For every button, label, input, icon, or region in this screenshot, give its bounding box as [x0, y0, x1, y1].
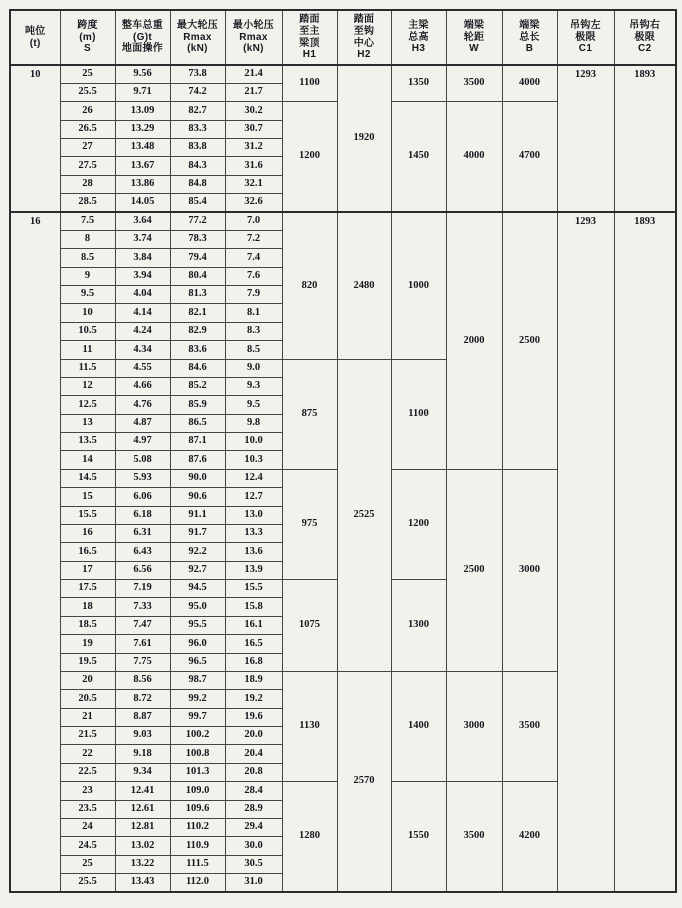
- rmax-cell: 87.1: [170, 433, 225, 451]
- column-header-line: H3: [411, 43, 426, 55]
- h1-group-cell: 1075: [282, 580, 337, 672]
- h1-group-cell: 975: [282, 469, 337, 579]
- span-cell: 13: [60, 414, 115, 432]
- rmax-cell: 85.2: [170, 377, 225, 395]
- column-header-line: (kN): [243, 43, 264, 55]
- span-cell: 23: [60, 782, 115, 800]
- rmax-cell: 110.9: [170, 837, 225, 855]
- b-group-cell: 4200: [502, 782, 557, 892]
- rmin-cell: 10.3: [225, 451, 282, 469]
- span-cell: 21.5: [60, 727, 115, 745]
- h2-group-cell: 2570: [337, 671, 391, 892]
- h3-group-cell: 1100: [391, 359, 446, 469]
- rmin-cell: 16.5: [225, 635, 282, 653]
- span-cell: 22.5: [60, 763, 115, 781]
- column-header-line: 主梁: [408, 19, 429, 31]
- rmin-cell: 20.4: [225, 745, 282, 763]
- column-header-line: 端梁: [519, 19, 540, 31]
- rmax-cell: 91.7: [170, 524, 225, 542]
- column-header-line: Rmax: [239, 31, 268, 43]
- rmax-cell: 82.1: [170, 304, 225, 322]
- weight-cell: 4.87: [115, 414, 170, 432]
- span-cell: 7.5: [60, 212, 115, 230]
- weight-cell: 3.74: [115, 230, 170, 248]
- rmax-cell: 112.0: [170, 874, 225, 892]
- rmax-cell: 84.6: [170, 359, 225, 377]
- rmax-cell: 94.5: [170, 580, 225, 598]
- column-header-line: 吨位: [24, 25, 46, 37]
- column-header-line: C2: [638, 43, 652, 55]
- rmax-cell: 98.7: [170, 671, 225, 689]
- rmin-cell: 30.7: [225, 120, 282, 138]
- span-cell: 28.5: [60, 194, 115, 212]
- weight-cell: 13.02: [115, 837, 170, 855]
- weight-cell: 8.72: [115, 690, 170, 708]
- weight-cell: 7.19: [115, 580, 170, 598]
- rmin-cell: 30.2: [225, 102, 282, 120]
- rmin-cell: 30.5: [225, 855, 282, 873]
- b-group-cell: 4000: [502, 65, 557, 102]
- c2-limit-cell: 1893: [614, 212, 676, 892]
- rmax-cell: 85.4: [170, 194, 225, 212]
- rmax-cell: 84.3: [170, 157, 225, 175]
- span-cell: 26.5: [60, 120, 115, 138]
- column-header-c1: [557, 10, 614, 65]
- tonnage-cell: 10: [10, 65, 60, 212]
- h3-group-cell: 1550: [391, 782, 446, 892]
- rmin-cell: 20.8: [225, 763, 282, 781]
- h1-group-cell: 1200: [282, 102, 337, 212]
- weight-cell: 9.18: [115, 745, 170, 763]
- weight-cell: 13.86: [115, 175, 170, 193]
- weight-cell: 7.61: [115, 635, 170, 653]
- rmax-cell: 83.8: [170, 139, 225, 157]
- rmax-cell: 85.9: [170, 396, 225, 414]
- span-cell: 26: [60, 102, 115, 120]
- rmin-cell: 20.0: [225, 727, 282, 745]
- weight-cell: 9.34: [115, 763, 170, 781]
- rmax-cell: 109.0: [170, 782, 225, 800]
- column-header-line: 最小轮压: [232, 19, 275, 31]
- weight-cell: 8.87: [115, 708, 170, 726]
- b-group-cell: 4700: [502, 102, 557, 212]
- rmax-cell: 74.2: [170, 83, 225, 101]
- weight-cell: 13.22: [115, 855, 170, 873]
- h3-group-cell: 1450: [391, 102, 446, 212]
- rmin-cell: 7.4: [225, 249, 282, 267]
- rmax-cell: 82.9: [170, 322, 225, 340]
- column-header-line: 极限: [634, 31, 656, 43]
- crane-spec-table: [9, 9, 677, 893]
- rmin-cell: 12.7: [225, 488, 282, 506]
- header-row: [10, 10, 676, 65]
- h1-group-cell: 1130: [282, 671, 337, 781]
- rmax-cell: 79.4: [170, 249, 225, 267]
- span-cell: 24: [60, 818, 115, 836]
- column-header-line: (kN): [187, 43, 208, 55]
- rmin-cell: 9.5: [225, 396, 282, 414]
- rmin-cell: 29.4: [225, 818, 282, 836]
- span-cell: 16.5: [60, 543, 115, 561]
- h1-group-cell: 820: [282, 212, 337, 359]
- h3-group-cell: 1000: [391, 212, 446, 359]
- column-header-weight: [115, 10, 170, 65]
- span-cell: 25.5: [60, 83, 115, 101]
- column-header-line: 地面操作: [121, 43, 164, 55]
- b-group-cell: 2500: [502, 212, 557, 469]
- weight-cell: 4.24: [115, 322, 170, 340]
- weight-cell: 12.41: [115, 782, 170, 800]
- weight-cell: 13.09: [115, 102, 170, 120]
- weight-cell: 4.04: [115, 286, 170, 304]
- column-header-rmax: [170, 10, 225, 65]
- span-cell: 9.5: [60, 286, 115, 304]
- span-cell: 25.5: [60, 874, 115, 892]
- span-cell: 12: [60, 377, 115, 395]
- rmax-cell: 83.3: [170, 120, 225, 138]
- rmax-cell: 83.6: [170, 341, 225, 359]
- span-cell: 13.5: [60, 433, 115, 451]
- weight-cell: 4.14: [115, 304, 170, 322]
- rmax-cell: 92.2: [170, 543, 225, 561]
- rmax-cell: 81.3: [170, 286, 225, 304]
- rmin-cell: 15.8: [225, 598, 282, 616]
- span-cell: 20.5: [60, 690, 115, 708]
- rmax-cell: 78.3: [170, 230, 225, 248]
- table-row: [10, 65, 676, 83]
- b-group-cell: 3000: [502, 469, 557, 671]
- rmax-cell: 111.5: [170, 855, 225, 873]
- weight-cell: 9.71: [115, 83, 170, 101]
- span-cell: 9: [60, 267, 115, 285]
- rmin-cell: 18.9: [225, 671, 282, 689]
- span-cell: 25: [60, 65, 115, 83]
- span-cell: 17: [60, 561, 115, 579]
- h3-group-cell: 1400: [391, 671, 446, 781]
- h2-group-cell: 2525: [337, 359, 391, 671]
- rmin-cell: 9.8: [225, 414, 282, 432]
- b-group-cell: 3500: [502, 671, 557, 781]
- span-cell: 18.5: [60, 616, 115, 634]
- column-header-line: 梁顶: [299, 37, 320, 49]
- weight-cell: 4.55: [115, 359, 170, 377]
- h3-group-cell: 1200: [391, 469, 446, 579]
- table-body: [10, 65, 676, 892]
- table-row: [10, 212, 676, 230]
- tonnage-cell: 16: [10, 212, 60, 892]
- column-header-line: 端梁: [463, 19, 485, 31]
- weight-cell: 5.93: [115, 469, 170, 487]
- column-header-line: 中心: [353, 37, 375, 49]
- column-header-line: 整车总重: [121, 19, 164, 31]
- h2-group-cell: 2480: [337, 212, 391, 359]
- rmin-cell: 32.6: [225, 194, 282, 212]
- span-cell: 19: [60, 635, 115, 653]
- weight-cell: 13.48: [115, 139, 170, 157]
- weight-cell: 13.29: [115, 120, 170, 138]
- c1-limit-cell: 1293: [557, 212, 614, 892]
- rmax-cell: 91.1: [170, 506, 225, 524]
- w-group-cell: 4000: [446, 102, 502, 212]
- c2-limit-cell: 1893: [614, 65, 676, 212]
- rmin-cell: 31.2: [225, 139, 282, 157]
- rmax-cell: 82.7: [170, 102, 225, 120]
- weight-cell: 12.81: [115, 818, 170, 836]
- rmin-cell: 15.5: [225, 580, 282, 598]
- rmin-cell: 10.0: [225, 433, 282, 451]
- weight-cell: 13.43: [115, 874, 170, 892]
- rmax-cell: 95.5: [170, 616, 225, 634]
- w-group-cell: 3500: [446, 65, 502, 102]
- weight-cell: 13.67: [115, 157, 170, 175]
- rmin-cell: 13.9: [225, 561, 282, 579]
- rmax-cell: 80.4: [170, 267, 225, 285]
- span-cell: 25: [60, 855, 115, 873]
- weight-cell: 4.76: [115, 396, 170, 414]
- rmin-cell: 16.1: [225, 616, 282, 634]
- span-cell: 23.5: [60, 800, 115, 818]
- column-header-line: 至钩: [353, 25, 375, 37]
- column-header-span: [60, 10, 115, 65]
- column-header-line: S: [84, 43, 91, 55]
- rmin-cell: 28.9: [225, 800, 282, 818]
- weight-cell: 6.56: [115, 561, 170, 579]
- span-cell: 18: [60, 598, 115, 616]
- span-cell: 17.5: [60, 580, 115, 598]
- column-header-line: 轮距: [463, 31, 485, 43]
- weight-cell: 3.94: [115, 267, 170, 285]
- rmin-cell: 9.3: [225, 377, 282, 395]
- h1-group-cell: 875: [282, 359, 337, 469]
- rmin-cell: 13.0: [225, 506, 282, 524]
- rmin-cell: 13.3: [225, 524, 282, 542]
- span-cell: 28: [60, 175, 115, 193]
- rmin-cell: 16.8: [225, 653, 282, 671]
- rmin-cell: 7.9: [225, 286, 282, 304]
- span-cell: 14.5: [60, 469, 115, 487]
- column-header-line: 最大轮压: [176, 19, 219, 31]
- rmax-cell: 96.5: [170, 653, 225, 671]
- rmax-cell: 99.7: [170, 708, 225, 726]
- weight-cell: 9.56: [115, 65, 170, 83]
- column-header-line: (G)t: [133, 31, 152, 43]
- h1-group-cell: 1280: [282, 782, 337, 892]
- column-header-line: 至主: [299, 25, 320, 37]
- column-header-c2: [614, 10, 676, 65]
- rmin-cell: 7.6: [225, 267, 282, 285]
- rmin-cell: 19.2: [225, 690, 282, 708]
- column-header-line: (m): [79, 31, 96, 43]
- column-header-line: (t): [29, 37, 41, 49]
- span-cell: 22: [60, 745, 115, 763]
- rmin-cell: 31.6: [225, 157, 282, 175]
- rmin-cell: 9.0: [225, 359, 282, 377]
- rmax-cell: 110.2: [170, 818, 225, 836]
- weight-cell: 7.33: [115, 598, 170, 616]
- span-cell: 21: [60, 708, 115, 726]
- column-header-line: C1: [578, 43, 593, 55]
- weight-cell: 4.66: [115, 377, 170, 395]
- span-cell: 15: [60, 488, 115, 506]
- weight-cell: 7.75: [115, 653, 170, 671]
- column-header-line: H2: [357, 49, 371, 61]
- rmin-cell: 8.5: [225, 341, 282, 359]
- rmin-cell: 21.7: [225, 83, 282, 101]
- span-cell: 15.5: [60, 506, 115, 524]
- c1-limit-cell: 1293: [557, 65, 614, 212]
- rmin-cell: 31.0: [225, 874, 282, 892]
- w-group-cell: 3500: [446, 782, 502, 892]
- rmax-cell: 99.2: [170, 690, 225, 708]
- rmax-cell: 90.0: [170, 469, 225, 487]
- column-header-line: 吊钩左: [570, 19, 601, 31]
- weight-cell: 12.61: [115, 800, 170, 818]
- span-cell: 11.5: [60, 359, 115, 377]
- rmax-cell: 100.8: [170, 745, 225, 763]
- column-header-tonnage: [10, 10, 60, 65]
- weight-cell: 4.97: [115, 433, 170, 451]
- rmax-cell: 77.2: [170, 212, 225, 230]
- w-group-cell: 3000: [446, 671, 502, 781]
- weight-cell: 9.03: [115, 727, 170, 745]
- column-header-line: 极限: [575, 31, 596, 43]
- rmin-cell: 12.4: [225, 469, 282, 487]
- column-header-b: [502, 10, 557, 65]
- column-header-line: 踏面: [299, 13, 320, 25]
- rmax-cell: 92.7: [170, 561, 225, 579]
- weight-cell: 8.56: [115, 671, 170, 689]
- span-cell: 10.5: [60, 322, 115, 340]
- h1-group-cell: 1100: [282, 65, 337, 102]
- column-header-line: 踏面: [353, 13, 375, 25]
- weight-cell: 7.47: [115, 616, 170, 634]
- span-cell: 27.5: [60, 157, 115, 175]
- w-group-cell: 2000: [446, 212, 502, 469]
- rmin-cell: 21.4: [225, 65, 282, 83]
- weight-cell: 6.18: [115, 506, 170, 524]
- rmin-cell: 32.1: [225, 175, 282, 193]
- weight-cell: 5.08: [115, 451, 170, 469]
- table-header: [10, 10, 676, 65]
- column-header-line: Rmax: [183, 31, 212, 43]
- column-header-line: B: [525, 43, 534, 55]
- rmin-cell: 8.3: [225, 322, 282, 340]
- span-cell: 14: [60, 451, 115, 469]
- column-header-h2: [337, 10, 391, 65]
- rmax-cell: 84.8: [170, 175, 225, 193]
- span-cell: 8.5: [60, 249, 115, 267]
- span-cell: 12.5: [60, 396, 115, 414]
- span-cell: 11: [60, 341, 115, 359]
- column-header-line: 总长: [519, 31, 540, 43]
- span-cell: 10: [60, 304, 115, 322]
- rmax-cell: 101.3: [170, 763, 225, 781]
- rmin-cell: 8.1: [225, 304, 282, 322]
- column-header-line: W: [469, 43, 479, 55]
- weight-cell: 4.34: [115, 341, 170, 359]
- rmin-cell: 30.0: [225, 837, 282, 855]
- rmax-cell: 86.5: [170, 414, 225, 432]
- column-header-w: [446, 10, 502, 65]
- h3-group-cell: 1350: [391, 65, 446, 102]
- column-header-h3: [391, 10, 446, 65]
- rmax-cell: 73.8: [170, 65, 225, 83]
- rmax-cell: 109.6: [170, 800, 225, 818]
- rmax-cell: 95.0: [170, 598, 225, 616]
- column-header-line: 吊钩右: [629, 19, 661, 31]
- column-header-rmin: [225, 10, 282, 65]
- rmax-cell: 100.2: [170, 727, 225, 745]
- span-cell: 16: [60, 524, 115, 542]
- column-header-h1: [282, 10, 337, 65]
- column-header-line: 跨度: [77, 19, 98, 31]
- weight-cell: 3.84: [115, 249, 170, 267]
- rmin-cell: 7.2: [225, 230, 282, 248]
- rmin-cell: 13.6: [225, 543, 282, 561]
- span-cell: 24.5: [60, 837, 115, 855]
- rmin-cell: 7.0: [225, 212, 282, 230]
- column-header-line: 总高: [408, 31, 429, 43]
- weight-cell: 6.31: [115, 524, 170, 542]
- weight-cell: 6.06: [115, 488, 170, 506]
- rmax-cell: 90.6: [170, 488, 225, 506]
- column-header-line: H1: [302, 49, 317, 61]
- weight-cell: 3.64: [115, 212, 170, 230]
- h3-group-cell: 1300: [391, 580, 446, 672]
- weight-cell: 14.05: [115, 194, 170, 212]
- rmax-cell: 87.6: [170, 451, 225, 469]
- span-cell: 8: [60, 230, 115, 248]
- rmax-cell: 96.0: [170, 635, 225, 653]
- span-cell: 27: [60, 139, 115, 157]
- h2-group-cell: 1920: [337, 65, 391, 212]
- span-cell: 20: [60, 671, 115, 689]
- weight-cell: 6.43: [115, 543, 170, 561]
- w-group-cell: 2500: [446, 469, 502, 671]
- rmin-cell: 19.6: [225, 708, 282, 726]
- rmin-cell: 28.4: [225, 782, 282, 800]
- span-cell: 19.5: [60, 653, 115, 671]
